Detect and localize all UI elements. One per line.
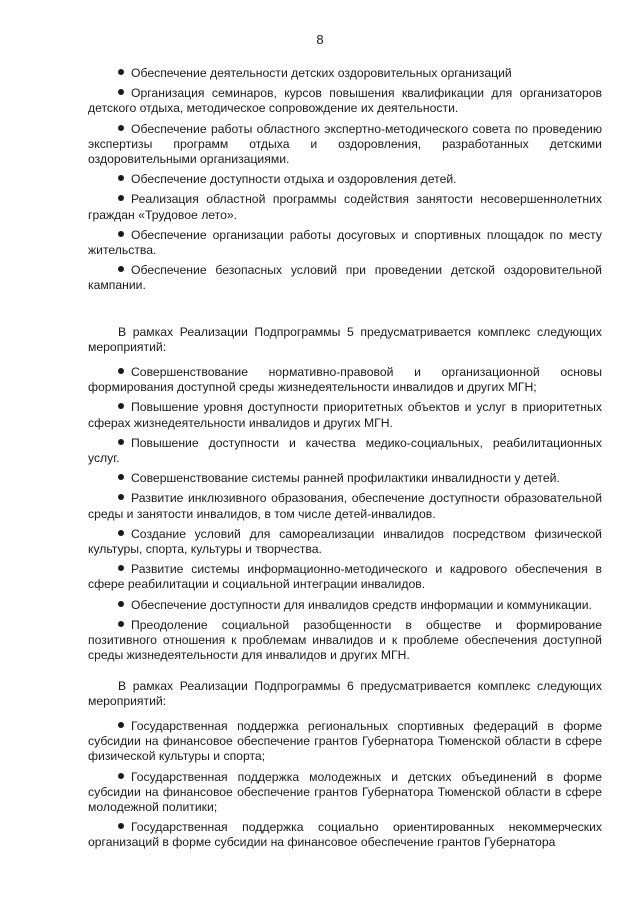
bullet-icon (118, 823, 124, 829)
list-item: Обеспечение безопасных условий при проведении детской оздоровительной кампании. (88, 263, 602, 293)
bullet-icon (118, 773, 124, 779)
bullet-icon (118, 494, 124, 500)
list-item: Обеспечение доступности для инвалидов средств информации и коммуникации. (88, 598, 602, 613)
list-item: Обеспечение деятельности детских оздоровительных организаций (88, 66, 602, 81)
list-item: Преодоление социальной разобщенности в обществе и формирование позитивного отношения к проблемам инвалидов и к проблеме обеспечения доступной среды жизнедеятельности для инвалидов и других МГН. (88, 617, 602, 663)
bullet-icon (118, 266, 124, 272)
list-item: Совершенствование нормативно-правовой и организационной основы формирования доступной среды жизнедеятельности инвалидов и других МГН; (88, 365, 602, 395)
list-item: Государственная поддержка региональных спортивных федераций в форме субсидии на финансовое обеспечение грантов Губернатора Тюменской области в сфере физической культуры и спорта; (88, 718, 602, 764)
bullet-icon (118, 89, 124, 95)
block3-list (88, 719, 602, 851)
bullet-icon (118, 722, 124, 728)
block1-list (88, 66, 602, 294)
section-spacer (88, 299, 602, 325)
bullet-icon (118, 175, 124, 181)
list-item: Повышение уровня доступности приоритетных объектов и услуг в приоритетных сферах жизнедеятельности инвалидов и других МГН. (88, 400, 602, 430)
bullet-icon (118, 474, 124, 480)
bullet-icon (118, 69, 124, 75)
list-item: Государственная поддержка социально ориентированных некоммерческих организаций в форме субсидии на финансовое обеспечение грантов Губернатора (88, 820, 602, 850)
list-item: Государственная поддержка молодежных и детских объединений в форме субсидии на финансовое обеспечение грантов Губернатора Тюменской области в сфере молодежной политики; (88, 769, 602, 814)
list-item: Развитие системы информационно-методического и кадрового обеспечения в сфере реабилитации и социальной интеграции инвалидов. (88, 562, 602, 592)
bullet-icon (118, 125, 124, 131)
bullet-icon (118, 403, 124, 409)
bullet-icon (118, 621, 124, 627)
section-spacer (88, 669, 602, 679)
list-item: Реализация областной программы содействия занятости несовершеннолетних граждан «Трудовое лето». (88, 192, 602, 222)
block2-intro: В рамках Реализации Подпрограммы 5 предусматривается комплекс следующих мероприятий: (88, 324, 602, 354)
bullet-icon (118, 231, 124, 237)
bullet-icon (118, 601, 124, 607)
bullet-icon (118, 439, 124, 445)
list-item: Обеспечение работы областного экспертно-методического совета по проведению экспертизы программ отдыха и оздоровления, разработанных детскими оздоровительными организациями. (88, 121, 602, 167)
page-number: 8 (316, 32, 324, 47)
list-item: Развитие инклюзивного образования, обеспечение доступности образовательной среды и занятости инвалидов, в том числе детей-инвалидов. (88, 491, 602, 521)
bullet-icon (118, 195, 124, 201)
list-item: Обеспечение организации работы досуговых и спортивных площадок по месту жительства. (88, 227, 602, 258)
bullet-icon (118, 368, 124, 374)
bullet-icon (118, 530, 124, 536)
list-item: Повышение доступности и качества медико-социальных, реабилитационных услуг. (88, 435, 602, 466)
list-item: Организация семинаров, курсов повышения квалификации для организаторов детского отдыха, методическое сопровождение их деятельности. (88, 86, 602, 116)
block2-list (88, 365, 602, 663)
bullet-icon (118, 565, 124, 571)
list-item: Обеспечение доступности отдыха и оздоровления детей. (88, 172, 602, 187)
block3-intro: В рамках Реализации Подпрограммы 6 предусматривается комплекс следующих мероприятий: (88, 678, 602, 708)
page-body (88, 66, 602, 856)
list-item: Создание условий для самореализации инвалидов посредством физической культуры, спорта, культуры и творчества. (88, 526, 602, 557)
list-item: Совершенствование системы ранней профилактики инвалидности у детей. (88, 471, 602, 486)
